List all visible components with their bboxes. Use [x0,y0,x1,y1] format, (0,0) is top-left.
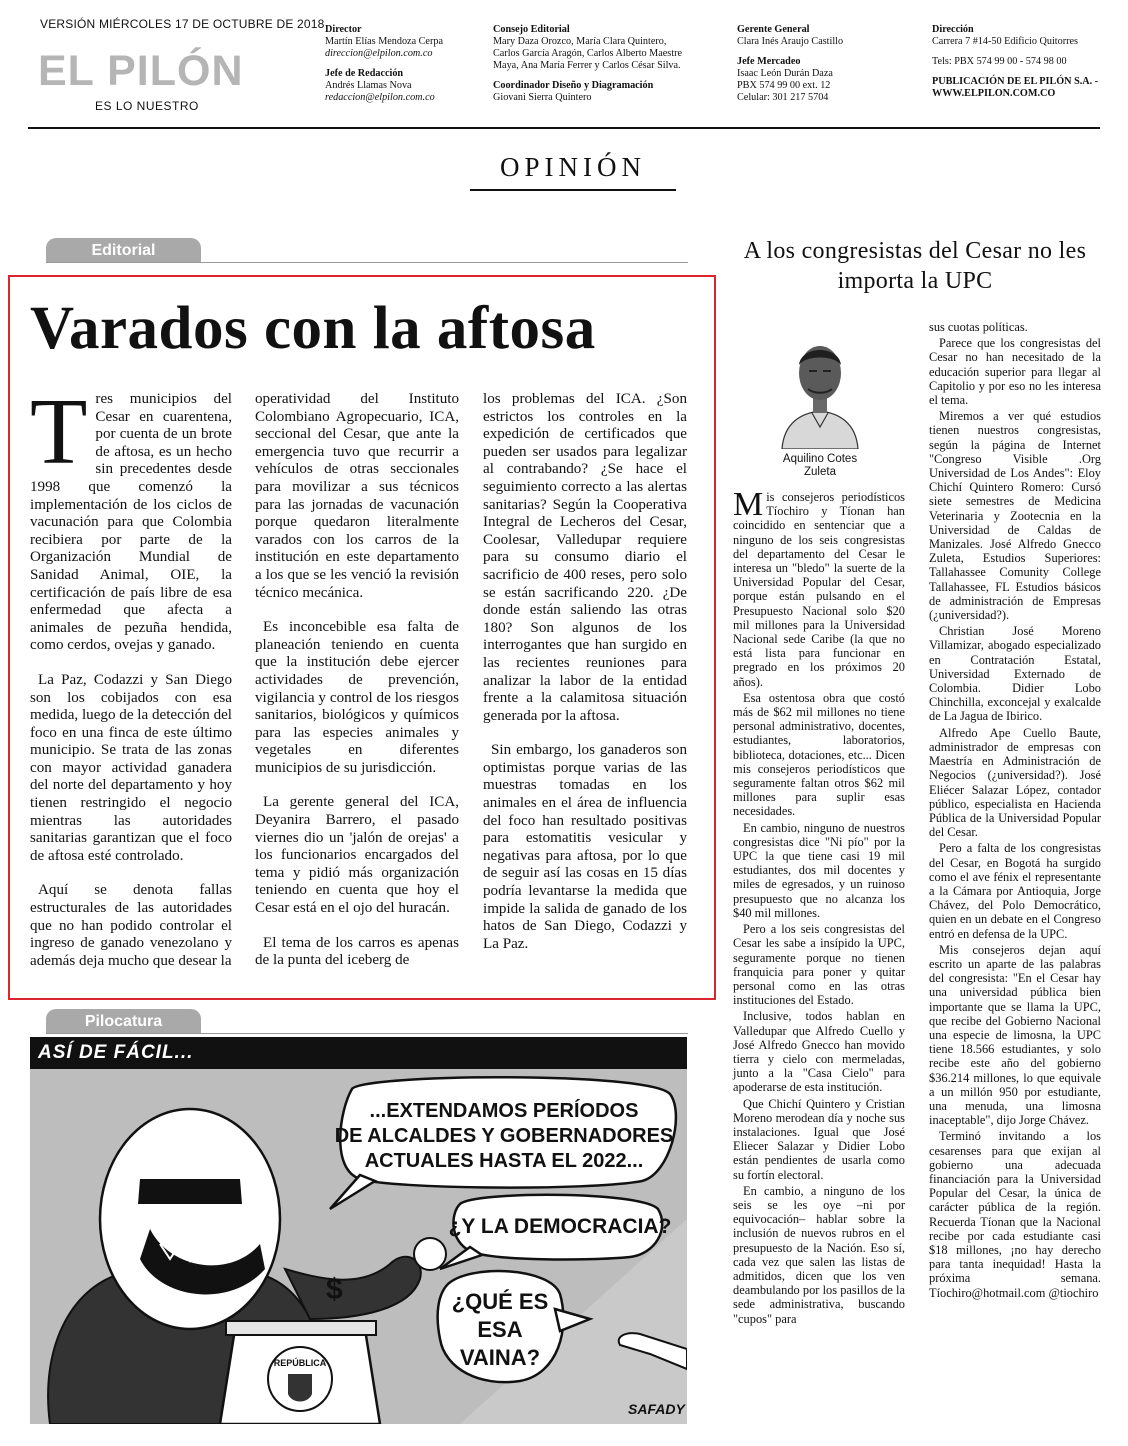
bubble1-line1: ...EXTENDAMOS PERÍODOS [369,1100,639,1122]
mercadeo-title: Jefe Mercadeo [737,55,801,67]
bubble3-line3: VAINA? [459,1345,541,1370]
editorial-column-2 [255,391,459,987]
cartoon-banner: ASÍ DE FÁCIL... [30,1037,687,1069]
podium [220,1321,380,1424]
consejo-line: Carlos García Aragón, Carlos Alberto Maestre [493,47,682,59]
cartoonist-signature: SAFADY [628,1401,685,1417]
opinion-dropcap: M [733,486,764,523]
newspaper-tagline: ES LO NUESTRO [95,99,199,113]
editorial-paragraph: Aquí se denota fallas estructurales de las autoridades que no han podido controlar el ingreso de ganado venezolano y además deja mucho que desear la [30,882,232,969]
staff-column-3 [737,24,843,103]
director-name: Martín Elías Mendoza Cerpa [325,35,443,47]
mercadeo-cel: Celular: 301 217 5704 [737,91,829,103]
redaccion-name: Andrés Llamas Nova [325,79,412,91]
opinion-paragraph: En cambio, ninguno de nuestros congresistas dice "Ni pío" por la UPC la que tiene casi 19 mil estudiantes, dos mil docentes y miles de egresados, y un ruinoso presupuesto que no alcanza los $40 mil millones. [733,820,905,920]
redaccion-email[interactable]: redaccion@elpilon.com.co [325,91,435,103]
opinion-paragraph: En cambio, a ninguno de los seis se les oye –ni por equivocación– hablar sobre la inclusión de nuevos rubros en el presupuesto de la Nación. Eso sí, cada vez que salen las listas de admitidos, dicen que los ven deambulando por los pasillos de la sede administrativa, buscando "cupos" para [733,1183,905,1326]
editorial-column-3 [483,391,687,970]
editorial-paragraph: Es inconcebible esa falta de planeación teniendo en cuenta que la institución debe ejercer actividades de prevención, vigilancia y control de los riesgos sanitarios, biológicos y químicos para las especies animales y vegetales en diferentes municipios de su jurisdicción. [255,619,459,776]
newspaper-logo: EL PILÓN [38,47,244,95]
editorial-tab-rule [46,262,688,263]
section-title: OPINIÓN [470,152,676,191]
publicacion-label: PUBLICACIÓN DE EL PILÓN S.A. - [932,75,1099,87]
opinion-paragraph: Christian José Moreno Villamizar, abogado especializado en Contratación Estatal, Universidad Externado de Colombia. Didier Lobo Chinchilla, exconcejal y exalcalde de La Jagua de Ibirico. [929,624,1101,724]
bubble3-line1: ¿QUÉ ES [451,1289,549,1314]
consejo-line: Maya, Ana María Ferrer y Carlos César Silva. [493,59,681,71]
bubble3-line2: ESA [477,1317,523,1342]
opinion-paragraph: Parece que los congresistas del Cesar no han necesitado de la educación superior para llegar al Capitolio y por eso no les interesa el tema. [929,336,1101,408]
staff-column-2 [493,24,682,103]
editorial-tab: Editorial [46,238,201,262]
editorial-dropcap: T [30,380,88,484]
consejo-line: Mary Daza Orozco, María Clara Quintero, [493,35,667,47]
podium-text: REPÚBLICA [273,1358,327,1368]
gerente-name: Clara Inés Araujo Castillo [737,35,844,47]
opinion-paragraph: sus cuotas políticas. [929,320,1028,334]
edition-date: VERSIÓN MIÉRCOLES 17 DE OCTUBRE DE 2018 [40,17,325,31]
opinion-paragraph: Alfredo Ape Cuello Baute, administrador de empresas con Maestría en Administración de Negocios (¿universidad?). José Eliécer Salazar López, contador público, especialista en Hacienda Pública de la Universidad Popular del Cesar. [929,725,1101,840]
direccion-phones: Tels: PBX 574 99 00 - 574 98 00 [932,55,1067,67]
author-name: Aquilino Cotes Zuleta [782,453,858,478]
director-email[interactable]: direccion@elpilon.com.co [325,47,433,59]
redaccion-title: Jefe de Redacción [325,67,404,79]
editorial-headline: Varados con la aftosa [30,295,596,362]
opinion-column-2 [929,320,1101,1302]
opinion-paragraph: Miremos a ver qué estudios tienen nuestros congresistas, según la página de Internet "Congreso Visible .Org Universidad de Los Andes": Eloy Chichí Quintero Romero: Cursó siete semestres de Medicina Veterinaria y Zootecnia en la Universidad de Caldas de Manizales. José Alfredo Gnecco Zuleta, Estudios Superiores: Tallahassee Comunity College Tallahassee, FL Estudios básicos de administración de Empresas (¿universidad?). [929,409,1101,623]
opinion-paragraph: Terminó invitando a los cesarenses para que exijan al gobierno una adecuada financiación para la Universidad Popular del Cesar, la única de carácter pública de la región. Recuerda Tíonan que la Nacional recibe por cada estudiante casi $18 millones, ¡no hay derecho para tanta inequidad! Hasta la próxima semana. Tíochiro@hotmail.com @tiochiro [929,1129,1101,1300]
gerente-title: Gerente General [737,24,810,35]
bubble2-text: ¿Y LA DEMOCRACIA? [448,1215,672,1238]
editorial-paragraph: Sin embargo, los ganaderos son optimistas porque varias de las muestras tomadas en los animales en el área de influencia del foco han resultado positivas para estomatitis vesicular y negativas para aftosa, por lo que de seguir así las cosas en 15 días podría levantarse la medida que impide la salida de ganado de los hatos de San Diego, Codazzi y La Paz. [483,742,687,952]
cartoon-tab-rule [46,1033,688,1034]
cartoon-illustration [30,1069,687,1424]
diseno-name: Giovani Sierra Quintero [493,91,592,103]
opinion-column-1 [733,486,905,1328]
editorial-paragraph: operatividad del Instituto Colombiano Agropecuario, ICA, seccional del Cesar, que ante la emergencia tuvo que recurrir a vehículos de otras seccionales para movilizar a sus técnicos para las jornadas de vacunación porque quedaron literalmente varados con los carros de la institución en este departamento a los que se les venció la revisión técnico mecánica. [255,391,459,601]
staff-column-1 [325,24,443,103]
director-title: Director [325,24,362,35]
author-photo [774,327,866,449]
cartoon-tab: Pilocatura [46,1009,201,1033]
masthead-rule [28,127,1100,129]
bubble1-line3: ACTUALES HASTA EL 2022... [364,1150,644,1172]
opinion-paragraph: Que Chichí Quintero y Cristian Moreno merodean día y noche sus instalaciones. Igual que José Eliecer Salazar y Didier Lobo están pendientes de usarla como su fortín electoral. [733,1096,905,1182]
direccion-address: Carrera 7 #14-50 Edificio Quitorres [932,35,1078,47]
opinion-paragraph: Pero a los seis congresistas del Cesar les sabe a insípido la UPC, seguramente porque no tienen franquicia para poner y quitar personal como en las otras instituciones del Estado. [733,922,905,1008]
coat-of-arms-icon [288,1374,312,1402]
opinion-paragraph: is consejeros periodísticos Tíochiro y Tíonan han coincidido en sentenciar que a ninguno de los seis congresistas del departamento del Cesar le interesa un "bledo" la suerte de la Universidad Popular del Cesar, porque están pulsando en el Presupuesto Nacional solo $20 mil millones para la Universidad Nacional sede Caribe (la que no está lista para funcionar en pregrado en los próximos 20 años). [733,490,905,689]
consejo-title: Consejo Editorial [493,24,570,35]
opinion-paragraph: Mis consejeros dejan aquí escrito un aparte de las palabras del congresista: "En el Cesar hay una universidad pública bien importante que se llama la UPC, que recibe del Gobierno Nacional una especie de limosna, la UPC tiene 18.566 estudiantes, y solo recibe este año del gobierno $36.214 millones, lo que equivale a un millón 950 por estudiante, una menuda, una limosna inaceptable", dijo Jorge Chávez. [929,942,1101,1128]
website-link[interactable]: WWW.ELPILON.COM.CO [932,87,1056,99]
opinion-paragraph: Esa ostentosa obra que costó más de $62 mil millones no tiene personal administrativo, docentes, estudiantes, laboratorios, biblioteca, dotaciones, etc... Dicen mis consejeros periodísticos que seguramente faltan otros $62 mil millones para suplir esas necesidades. [733,690,905,819]
editorial-paragraph: los problemas del ICA. ¿Son estrictos los controles en la expedición de certificados que pueden ser usados para legalizar al contrabando? ¿Se hace el seguimiento correcto a las alertas sanitarias? Según la Cooperativa Integral de Lecheros del Cesar, Coolesar, Valledupar requiere para su consumo diario el sacrificio de 400 reses, pero solo se están sacrificando 220. ¿De donde están saliendo las otras 180? Son algunos de los interrogantes que han surgido en las recientes reuniones para analizar la labor de la entidad frente a la calamitosa situación generada por la aftosa. [483,391,687,724]
editorial-paragraph: El tema de los carros es apenas de la punta del iceberg de [255,934,459,969]
dollar-sign-icon: $ [326,1273,343,1306]
opinion-title: A los congresistas del Cesar no les importa la UPC [743,238,1087,294]
editorial-paragraph: La gerente general del ICA, Deyanira Barrero, el pasado viernes dio un 'jalón de orejas' a los funcionarios encargados del tema y pidió más organización teniendo en cuenta que hoy el Cesar está en el ojo del huracán. [255,794,459,917]
opinion-paragraph: Inclusive, todos hablan en Valledupar que Alfredo Cuello y José Alfredo Gnecco han movido tierra y cielo con mermeladas, junto a la "Casa Cielo" para apoderarse de esta institución. [733,1009,905,1095]
direccion-title: Dirección [932,24,974,35]
diseno-title: Coordinador Diseño y Diagramación [493,79,654,91]
editorial-column-1 [30,380,233,987]
editorial-paragraph: res municipios del Cesar en cuarentena, por cuenta de un brote de aftosa, es un hecho sin precedentes desde 1998 que comenzó la implementación de los ciclos de vacunación para que Colombia recibiera por parte de la Organización Mundial de Sanidad Animal, OIE, la certificación de país libre de esa enfermedad que afecta a animales de pezuña hendida, como cerdos, ovejas y ganado. [30,391,232,654]
opinion-paragraph: Pero a falta de los congresistas del Cesar, en Bogotá ha surgido como el ave fénix el representante a la Cámara por Antioquia, Jorge Chávez, del Polo Democrático, quien en un debate en el Congreso entró en defensa de la UPC. [929,841,1101,941]
mercadeo-name: Isaac León Durán Daza [737,67,833,79]
bubble1-line2: DE ALCALDES Y GOBERNADORES [334,1125,674,1147]
editorial-paragraph: La Paz, Codazzi y San Diego son los cobijados con esa medida, luego de la detección del foco en una finca de este último municipio. Se trata de las zonas con mayor actividad ganadera del norte del departamento y hoy tienen restringido el negocio mientras las autoridades sanitarias garantizan que el foco de aftosa esté controlado. [30,671,233,864]
mercadeo-pbx: PBX 574 99 00 ext. 12 [737,79,831,91]
staff-column-4 [932,24,1098,100]
